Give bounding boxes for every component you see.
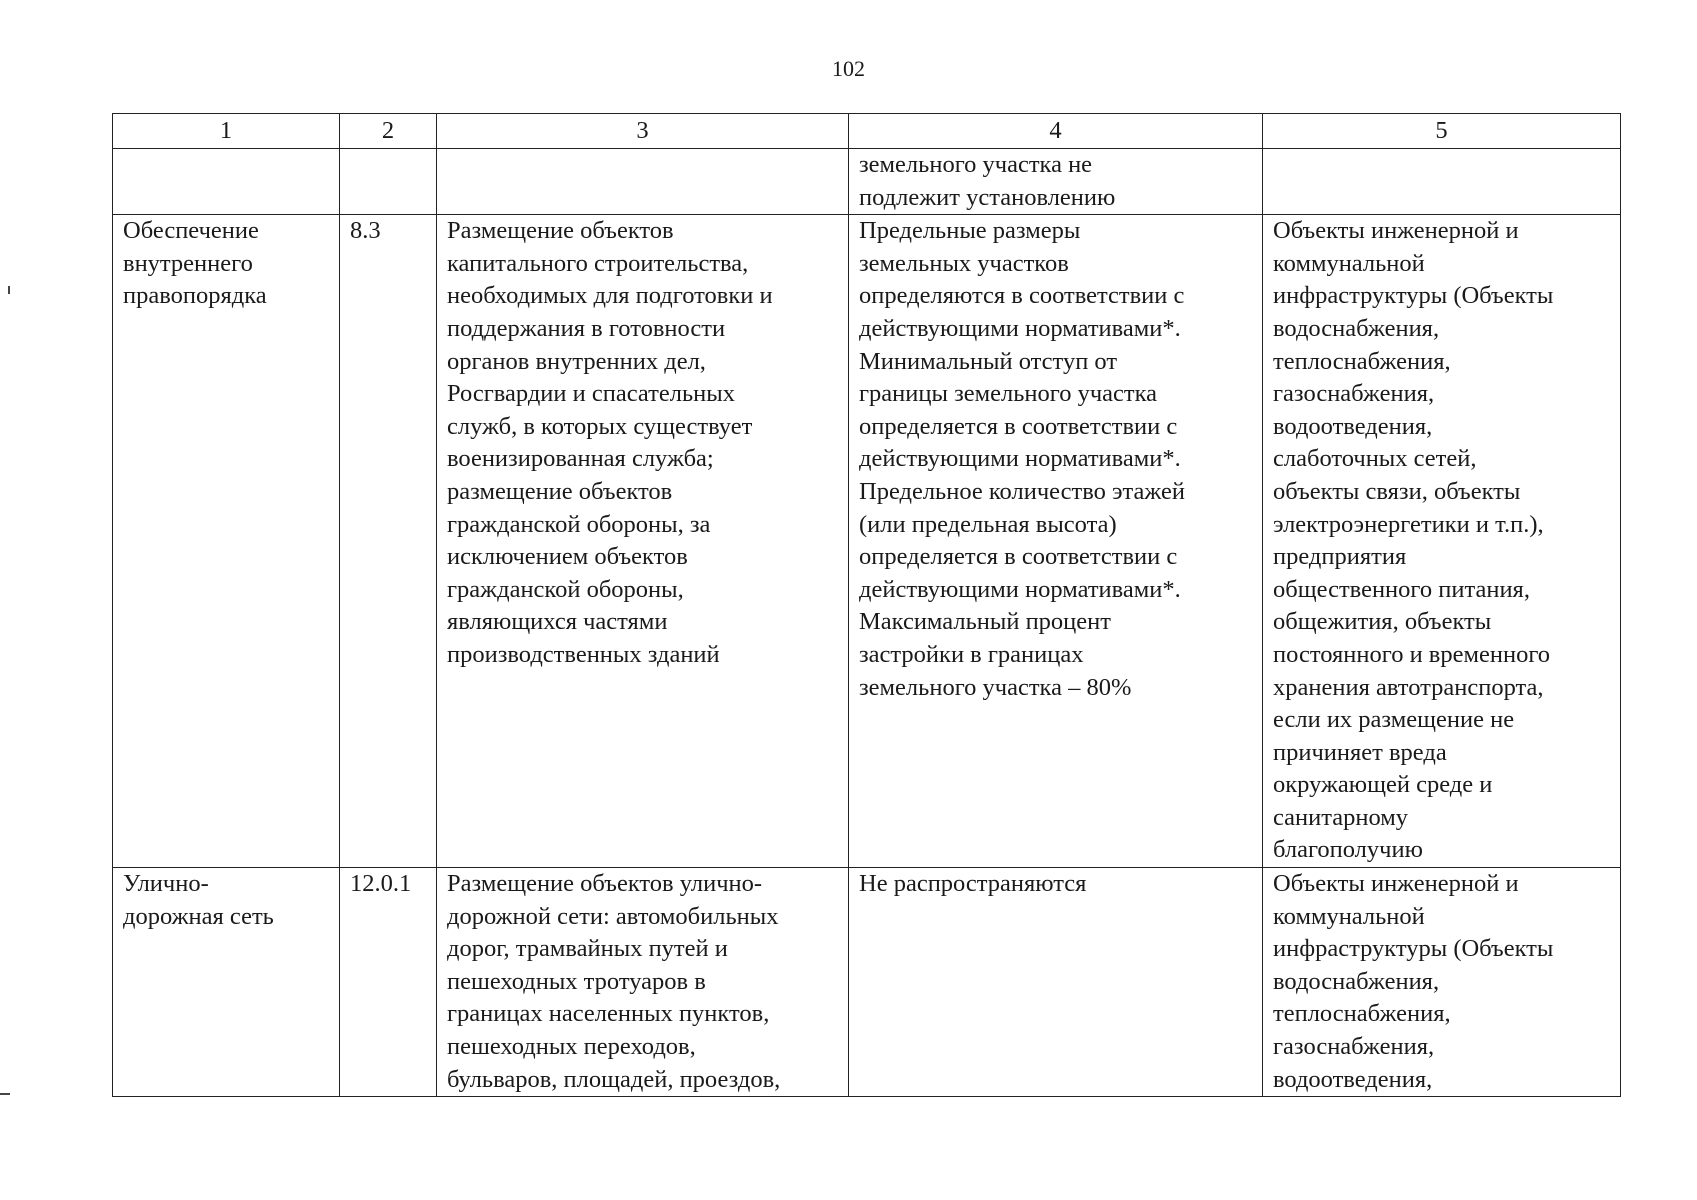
table-row xyxy=(113,149,1621,215)
column-header-3: 3 xyxy=(437,114,849,149)
cell-parameters: Предельные размеры земельных участков определяются в соответствии с действующими нормативами*. Минимальный отступ от границы земельного участка определяется в соответствии с действующими нормативами*. Предельное количество этажей (или предельная высота) определяется в соответствии с действующими нормативами*. Максимальный процент застройки в границах земельного участка – 80% xyxy=(849,215,1263,868)
cell-use-type: Улично- дорожная сеть xyxy=(113,868,340,1097)
cell-code xyxy=(340,149,437,215)
cell-parameters: земельного участка не подлежит установлению xyxy=(849,149,1263,215)
header-row xyxy=(113,114,1621,149)
cell-auxiliary-uses: Объекты инженерной и коммунальной инфраструктуры (Объекты водоснабжения, теплоснабжения, газоснабжения, водоотведения, слаботочных сетей, объекты связи, объекты электроэнергетики и т.п.), предприятия общественного питания, общежития, объекты постоянного и временного хранения автотранспорта, если их размещение не причиняет вреда окружающей среде и санитарному благополучию xyxy=(1263,215,1621,868)
cell-description: Размещение объектов капитального строительства, необходимых для подготовки и поддержания в готовности органов внутренних дел, Росгвардии и спасательных служб, в которых существует военизированная служба; размещение объектов гражданской обороны, за исключением объектов гражданской обороны, являющихся частями производственных зданий xyxy=(437,215,849,868)
cell-use-type xyxy=(113,149,340,215)
cell-code: 8.3 xyxy=(340,215,437,868)
cell-code: 12.0.1 xyxy=(340,868,437,1097)
scan-mark xyxy=(0,1093,10,1095)
column-header-5: 5 xyxy=(1263,114,1621,149)
cell-auxiliary-uses: Объекты инженерной и коммунальной инфраструктуры (Объекты водоснабжения, теплоснабжения, газоснабжения, водоотведения, xyxy=(1263,868,1621,1097)
cell-use-type: Обеспечение внутреннего правопорядка xyxy=(113,215,340,868)
scan-mark xyxy=(8,286,10,294)
table-row xyxy=(113,215,1621,868)
column-header-1: 1 xyxy=(113,114,340,149)
column-header-4: 4 xyxy=(849,114,1263,149)
cell-description xyxy=(437,149,849,215)
cell-parameters: Не распространяются xyxy=(849,868,1263,1097)
column-header-2: 2 xyxy=(340,114,437,149)
cell-auxiliary-uses xyxy=(1263,149,1621,215)
table-row xyxy=(113,868,1621,1097)
cell-description: Размещение объектов улично- дорожной сети: автомобильных дорог, трамвайных путей и пешеходных тротуаров в границах населенных пунктов, пешеходных переходов, бульваров, площадей, проездов, xyxy=(437,868,849,1097)
regulations-table xyxy=(112,113,1621,1097)
page-number: 102 xyxy=(832,56,865,81)
